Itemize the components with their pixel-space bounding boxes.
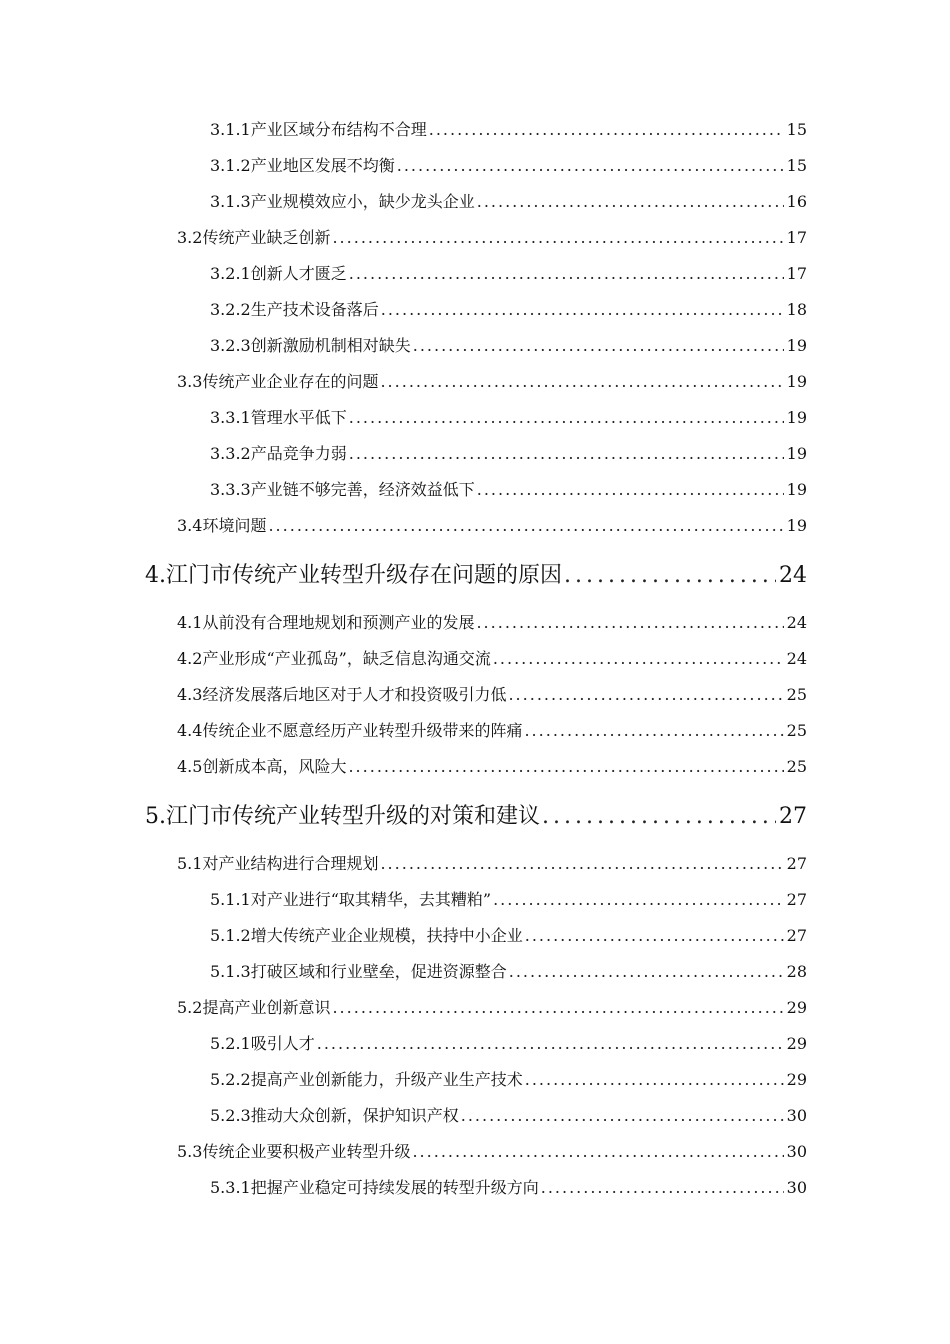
toc-page-number: 28	[786, 962, 807, 981]
toc-entry-number: 3.2.2	[210, 300, 251, 319]
toc-entry[interactable]	[177, 754, 807, 778]
toc-entry[interactable]	[210, 297, 807, 321]
toc-entry-number: 3.3.1	[210, 408, 251, 427]
toc-entry-title: 产品竞争力弱	[250, 444, 347, 463]
toc-page-number: 29	[786, 1034, 807, 1053]
toc-entry[interactable]	[177, 369, 807, 393]
toc-entry-title: 打破区域和行业壁垒，促进资源整合	[250, 962, 507, 981]
toc-page-number: 29	[786, 1070, 807, 1089]
toc-entry-title: 管理水平低下	[250, 408, 347, 427]
toc-page-number: 27	[779, 804, 807, 829]
toc-chapter-entry[interactable]	[145, 558, 807, 588]
toc-entry[interactable]	[210, 1067, 807, 1091]
toc-entry-number: 5.1.2	[210, 926, 251, 945]
toc-entry-title: 推动大众创新，保护知识产权	[250, 1106, 459, 1125]
toc-dot-leader	[317, 1034, 784, 1053]
toc-entry-number: 3.4	[177, 516, 203, 535]
toc-page-number: 24	[786, 613, 807, 632]
toc-page-number: 19	[786, 444, 807, 463]
toc-entry[interactable]	[210, 441, 807, 465]
toc-entry-number: 4.4	[177, 721, 203, 740]
toc-page-number: 30	[786, 1106, 807, 1125]
toc-entry-number: 4.3	[177, 685, 203, 704]
toc-dot-leader	[525, 926, 784, 945]
toc-entry-title: 从前没有合理地规划和预测产业的发展	[202, 613, 475, 632]
toc-page-number: 19	[786, 372, 807, 391]
toc-entry[interactable]	[177, 995, 807, 1019]
toc-entry-number: 3.3.3	[210, 480, 251, 499]
toc-entry-number: 4.1	[177, 613, 203, 632]
toc-page-number: 18	[786, 300, 807, 319]
toc-entry-number: 5.1	[177, 854, 203, 873]
toc-entry[interactable]	[177, 610, 807, 634]
toc-entry-title: 生产技术设备落后	[250, 300, 379, 319]
toc-page-number: 17	[786, 264, 807, 283]
toc-entry-number: 5.2	[177, 998, 203, 1017]
toc-entry-title: 对产业进行“取其精华，去其糟粕”	[250, 890, 492, 909]
toc-entry-number: 3.2.1	[210, 264, 251, 283]
toc-dot-leader	[413, 336, 784, 355]
toc-entry-title: 经济发展落后地区对于人才和投资吸引力低	[202, 685, 507, 704]
toc-entry-number: 4.2	[177, 649, 203, 668]
toc-entry-title: 吸引人才	[250, 1034, 315, 1053]
toc-dot-leader	[412, 1142, 783, 1161]
toc-entry-title: 传统企业要积极产业转型升级	[202, 1142, 411, 1161]
toc-dot-leader	[477, 480, 784, 499]
toc-entry[interactable]	[210, 477, 807, 501]
toc-entry-number: 5.3	[177, 1142, 203, 1161]
toc-page-number: 19	[786, 516, 807, 535]
toc-entry-title: 提高产业创新意识	[202, 998, 331, 1017]
toc-chapter-entry[interactable]	[145, 799, 807, 829]
toc-dot-leader	[349, 408, 784, 427]
toc-entry[interactable]	[177, 851, 807, 875]
toc-dot-leader	[509, 962, 784, 981]
toc-page-number: 19	[786, 336, 807, 355]
toc-entry-number: 5.3.1	[210, 1178, 251, 1197]
toc-page-number: 27	[786, 890, 807, 909]
toc-dot-leader	[525, 1070, 784, 1089]
toc-entry[interactable]	[210, 261, 807, 285]
toc-entry-title: 产业地区发展不均衡	[250, 156, 395, 175]
toc-entry-number: 3.1.3	[210, 192, 251, 211]
toc-entry[interactable]	[177, 682, 807, 706]
toc-entry-number: 4.	[145, 563, 166, 588]
toc-page-number: 15	[786, 156, 807, 175]
toc-entry[interactable]	[177, 513, 807, 537]
toc-entry-number: 5.1.3	[210, 962, 251, 981]
toc-dot-leader	[348, 757, 783, 776]
toc-entry-number: 5.	[145, 804, 166, 829]
toc-dot-leader	[332, 228, 783, 247]
toc-entry[interactable]	[210, 153, 807, 177]
toc-entry[interactable]	[210, 405, 807, 429]
toc-entry-number: 3.1.1	[210, 120, 251, 139]
toc-entry-number: 3.3	[177, 372, 203, 391]
toc-entry-title: 江门市传统产业转型升级存在问题的原因	[166, 563, 563, 588]
toc-page-number: 30	[786, 1142, 807, 1161]
toc-dot-leader	[380, 854, 783, 873]
toc-dot-leader	[381, 300, 784, 319]
toc-page-number: 29	[786, 998, 807, 1017]
toc-entry-title: 传统企业不愿意经历产业转型升级带来的阵痛	[202, 721, 523, 740]
toc-dot-leader	[349, 444, 784, 463]
toc-dot-leader	[397, 156, 784, 175]
toc-entry-title: 江门市传统产业转型升级的对策和建议	[166, 804, 541, 829]
toc-entry-title: 传统产业缺乏创新	[202, 228, 331, 247]
toc-dot-leader	[493, 649, 784, 668]
toc-entry-number: 3.2.3	[210, 336, 251, 355]
toc-entry-title: 创新激励机制相对缺失	[250, 336, 411, 355]
toc-dot-leader	[476, 613, 783, 632]
toc-page-number: 27	[786, 926, 807, 945]
toc-entry-number: 4.5	[177, 757, 203, 776]
toc-entry-title: 产业规模效应小，缺少龙头企业	[250, 192, 475, 211]
toc-page-number: 25	[786, 721, 807, 740]
toc-page-number: 25	[786, 757, 807, 776]
toc-entry[interactable]	[210, 887, 807, 911]
toc-dot-leader	[349, 264, 784, 283]
toc-entry-number: 3.2	[177, 228, 203, 247]
toc-dot-leader	[461, 1106, 784, 1125]
toc-page-number: 24	[786, 649, 807, 668]
toc-entry-title: 产业链不够完善，经济效益低下	[250, 480, 475, 499]
toc-dot-leader	[429, 120, 784, 139]
toc-dot-leader	[493, 890, 784, 909]
toc-entry-title: 把握产业稳定可持续发展的转型升级方向	[250, 1178, 539, 1197]
toc-entry-title: 产业形成“产业孤岛”，缺乏信息沟通交流	[202, 649, 491, 668]
toc-page-number: 19	[786, 408, 807, 427]
toc-entry[interactable]	[177, 225, 807, 249]
toc-dot-leader	[524, 721, 783, 740]
toc-page-number: 27	[786, 854, 807, 873]
toc-dot-leader	[541, 1178, 784, 1197]
toc-entry[interactable]	[210, 1175, 807, 1199]
toc-dot-leader	[508, 685, 783, 704]
toc-entry-number: 5.2.1	[210, 1034, 251, 1053]
toc-entry[interactable]	[210, 923, 807, 947]
toc-entry-number: 5.2.3	[210, 1106, 251, 1125]
toc-dot-leader	[380, 372, 783, 391]
toc-entry[interactable]	[210, 1031, 807, 1055]
toc-dot-leader	[268, 516, 783, 535]
toc-entry-number: 5.2.2	[210, 1070, 251, 1089]
toc-entry-title: 提高产业创新能力，升级产业生产技术	[250, 1070, 523, 1089]
toc-entry[interactable]	[210, 959, 807, 983]
toc-entry[interactable]	[177, 646, 807, 670]
toc-entry[interactable]	[210, 189, 807, 213]
toc-entry[interactable]	[210, 333, 807, 357]
toc-dot-leader	[564, 563, 776, 588]
toc-entry-title: 增大传统产业企业规模，扶持中小企业	[250, 926, 523, 945]
toc-entry-title: 创新成本高，风险大	[202, 757, 347, 776]
toc-entry[interactable]	[210, 1103, 807, 1127]
toc-entry[interactable]	[177, 718, 807, 742]
toc-entry[interactable]	[210, 117, 807, 141]
toc-dot-leader	[542, 804, 776, 829]
toc-page-number: 30	[786, 1178, 807, 1197]
toc-entry-title: 对产业结构进行合理规划	[202, 854, 379, 873]
toc-page-number: 15	[786, 120, 807, 139]
toc-page-number: 16	[786, 192, 807, 211]
toc-entry-title: 传统产业企业存在的问题	[202, 372, 379, 391]
toc-page-number: 25	[786, 685, 807, 704]
toc-entry-title: 环境问题	[202, 516, 267, 535]
toc-page-number: 19	[786, 480, 807, 499]
toc-page-number: 24	[779, 563, 807, 588]
toc-entry-title: 创新人才匮乏	[250, 264, 347, 283]
toc-dot-leader	[332, 998, 783, 1017]
toc-page-number: 17	[786, 228, 807, 247]
toc-entry-title: 产业区域分布结构不合理	[250, 120, 427, 139]
toc-entry[interactable]	[177, 1139, 807, 1163]
toc-entry-number: 3.3.2	[210, 444, 251, 463]
toc-entry-number: 5.1.1	[210, 890, 251, 909]
toc-entry-number: 3.1.2	[210, 156, 251, 175]
toc-dot-leader	[477, 192, 784, 211]
